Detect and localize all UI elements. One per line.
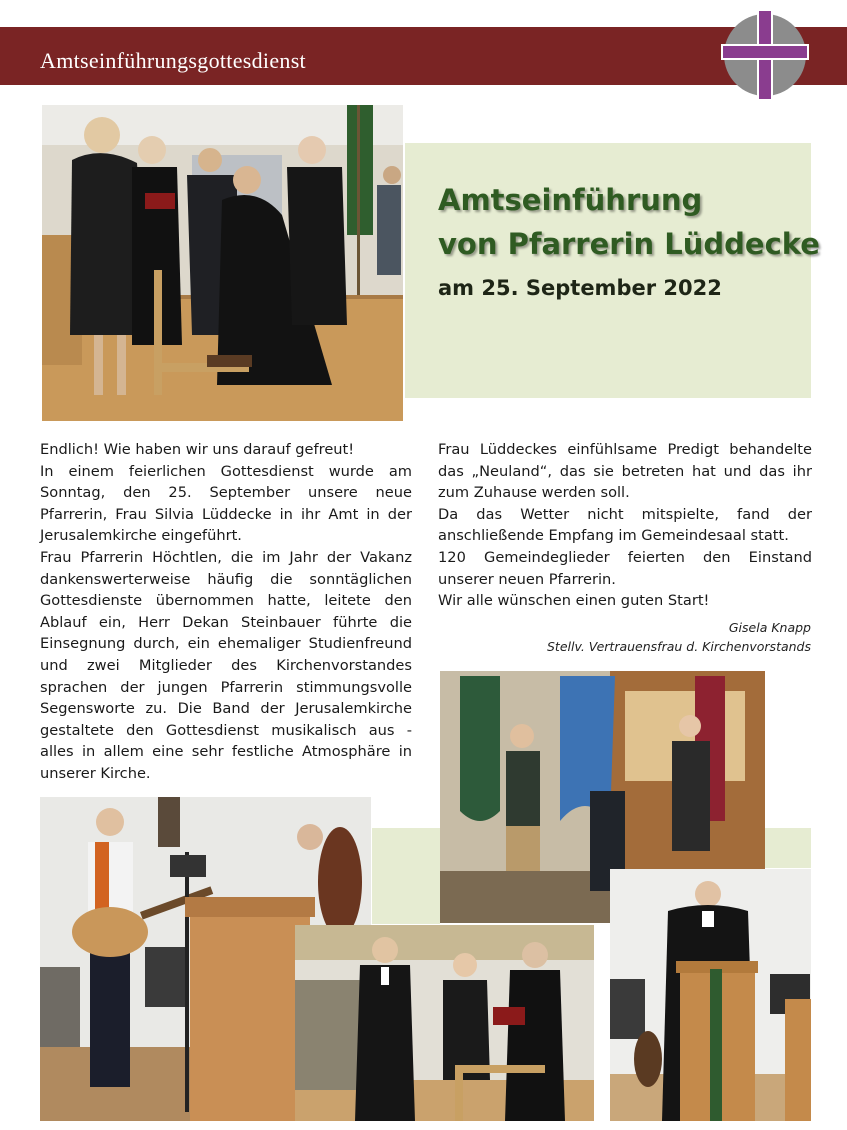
headline-line2: von Pfarrerin Lüddecke bbox=[438, 227, 820, 261]
headline-date: am 25. September 2022 bbox=[438, 276, 722, 300]
photo-blessing bbox=[42, 105, 403, 421]
article-right-column bbox=[438, 439, 812, 612]
paragraph: Frau Pfarrerin Höchtlen, die im Jahr der Vakanz dankenswerterweise häufig die sonntäglichen Gottesdienste übernommen hatte, leitete den Ablauf ein, Herr Dekan Steinbauer führte die Einsegnung durch, ein ehemaliger Studienfreund und zwei Mitglieder des Kirchenvorstandes sprachen der jungen Pfarrerin stimmungsvolle Segensworte zu. Die Band der Jerusalemkirche gestaltete den Gottesdienst musikalisch aus - alles in allem eine sehr festliche Atmosphäre in unserer Kirche. bbox=[40, 548, 412, 782]
paragraph: In einem feierlichen Gottesdienst wurde am Sonntag, den 25. September unsere neue Pfarrerin, Frau Silvia Lüddecke in ihr Amt in der Jerusalemkirche eingeführt. bbox=[40, 462, 412, 545]
cross-icon bbox=[718, 8, 812, 102]
paragraph: Wir alle wünschen einen guten Start! bbox=[438, 592, 710, 610]
signature-name: Gisela Knapp bbox=[728, 620, 811, 635]
paragraph: Endlich! Wie haben wir uns darauf gefreut! bbox=[40, 441, 355, 458]
decor-panel bbox=[763, 828, 811, 868]
photo-sermon bbox=[610, 869, 811, 1121]
decor-panel bbox=[372, 828, 440, 924]
headline-line1: Amtseinführung bbox=[438, 183, 703, 217]
section-title: Amtseinführungsgottesdienst bbox=[40, 48, 306, 73]
paragraph: 120 Gemeindeglieder feierten den Einstand unserer neuen Pfarrerin. bbox=[438, 548, 812, 588]
paragraph: Frau Lüddeckes einfühlsame Predigt behandelte das „Neuland“, das sie betreten hat und das ihr zum Zuhause werden soll. bbox=[438, 441, 812, 502]
article-left-column bbox=[40, 439, 412, 785]
signature-role: Stellv. Vertrauensfrau d. Kirchenvorstands bbox=[546, 639, 811, 654]
photo-group bbox=[295, 925, 594, 1121]
headline bbox=[438, 178, 820, 266]
paragraph: Da das Wetter nicht mitspielte, fand der anschließende Empfang im Gemeindesaal statt. bbox=[438, 505, 812, 545]
